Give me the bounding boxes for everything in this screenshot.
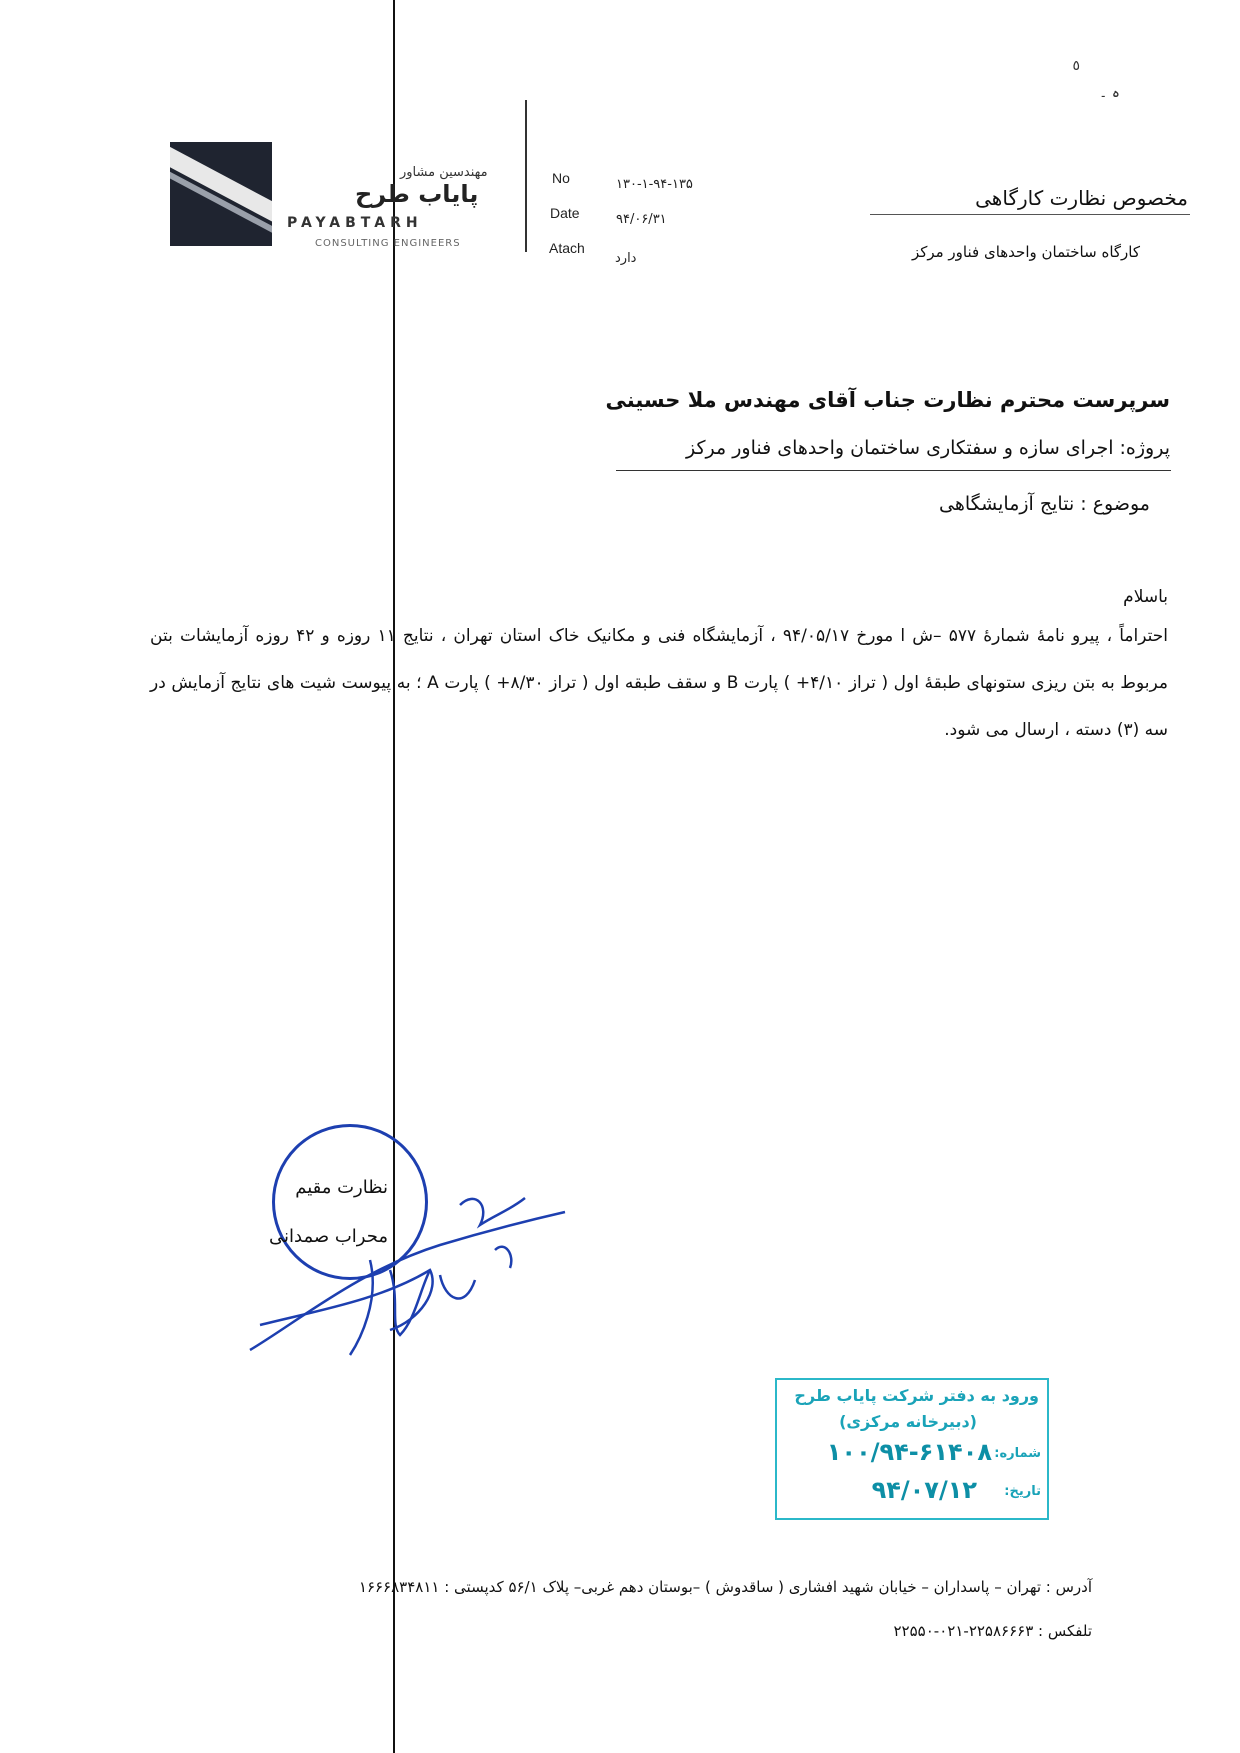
attach-value: دارد (615, 251, 637, 266)
stamp-line-1: ورود به دفتر شرکت پایاب طرح (794, 1386, 1039, 1405)
signoff-title: نظارت مقیم (295, 1177, 388, 1198)
stamp-date-label: تاریخ: (1004, 1484, 1041, 1499)
corner-mark: ٥ (1072, 58, 1080, 74)
no-value: ۱۳۰-۱-۹۴-۱۳۵ (616, 177, 693, 192)
logo-fa-name: پایاب طرح (355, 180, 479, 208)
header-title: مخصوص نظارت کارگاهی (975, 186, 1188, 210)
stamp-number-label: شماره: (994, 1446, 1041, 1461)
company-logo-icon (170, 142, 272, 246)
logo-fa-subtitle: مهندسین مشاور (400, 165, 488, 180)
subject-line: موضوع : نتایج آزمایشگاهی (939, 493, 1150, 515)
date-value: ۹۴/۰۶/۳۱ (616, 212, 667, 227)
stamp-number-value: ۱۰۰/۹۴-۶۱۴۰۸ (826, 1438, 992, 1466)
handwritten-signature-icon (240, 1150, 570, 1370)
header-site: کارگاه ساختمان واحدهای فناور مرکز (911, 243, 1140, 261)
receipt-stamp (775, 1378, 1049, 1520)
stamp-line-2: (دبیرخانه مرکزی) (839, 1412, 977, 1431)
header-rule (870, 214, 1190, 215)
header-separator (525, 100, 527, 252)
stamp-date-value: ۹۴/۰۷/۱۲ (871, 1476, 977, 1504)
letter-body: احتراماً ، پیرو نامهٔ شمارهٔ ۵۷۷ –ش ا مورخ ۹۴/۰۵/۱۷ ، آزمایشگاه فنی و مکانیک خاک استان تهران ، نتایج ۱۱ روزه و ۴۲ روزه آزمایشات بتن مربوط به بتن ریزی ستونهای طبقهٔ اول ( تراز ۴/۱۰+ ) پارت B و سقف طبقه اول ( تراز ۸/۳۰+ ) پارت A ؛ به پیوست شیت های نتایج آزمایش در سه (۳) دسته ، ارسال می شود. (150, 626, 1169, 740)
no-label: No (552, 170, 570, 186)
footer-address: آدرس : تهران – پاسداران – خیابان شهید افشاری ( ساقدوش ) –بوستان دهم غربی– پلاک ۵۶/۱ کدپستی : ۱۶۶۶۸۳۴۸۱۱ (358, 1578, 1092, 1596)
logo-en-subtitle: CONSULTING ENGINEERS (315, 238, 461, 249)
salutation: باسلام (1123, 587, 1168, 607)
recipient-line: سرپرست محترم نظارت جناب آقای مهندس ملا حسینی (605, 388, 1170, 412)
footer-telfax: تلفکس : ۲۲۵۸۶۶۶۳-۰۲۱-۲۲۵۵۰ (893, 1622, 1092, 1640)
project-line: پروژه: اجرای سازه و سفتکاری ساختمان واحدهای فناور مرکز (686, 437, 1170, 459)
project-rule (616, 470, 1171, 471)
logo-en-name: PAYABTARH (287, 215, 423, 231)
date-label: Date (550, 205, 580, 221)
signoff-name: محراب صمدانی (268, 1226, 388, 1247)
fold-line (393, 0, 395, 1753)
corner-mark: ہ ۔ (1099, 85, 1120, 101)
attach-label: Atach (549, 240, 585, 256)
